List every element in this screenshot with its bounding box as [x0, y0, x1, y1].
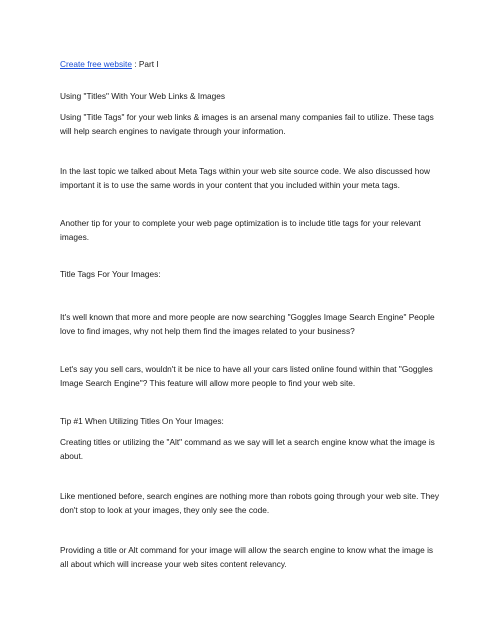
header-line	[60, 58, 440, 72]
paragraph-title-tags-intro: Using "Title Tags" for your web links & images is an arsenal many companies fail to utilize. These tags will help search engines to navigate through your information.	[60, 112, 434, 136]
section-title-image-title-tags: Title Tags For Your Images:	[60, 269, 161, 279]
paragraph-alt-command: Creating titles or utilizing the "Alt" command as we say will let a search engine know what the image is about.	[60, 437, 435, 461]
create-free-website-link[interactable]: Create free website	[60, 59, 132, 69]
section-title-tip-1: Tip #1 When Utilizing Titles On Your Images:	[60, 416, 224, 426]
paragraph-meta-tags-recap: In the last topic we talked about Meta Tags within your web site source code. We also discussed how important it is to use the same words in your content that you included within your meta tags.	[60, 166, 431, 190]
paragraph-image-search: It's well known that more and more people are now searching "Goggles Image Search Engine" People love to find images, why not help them find the images related to your business?	[60, 312, 435, 336]
paragraph-optimization-tip: Another tip for your to complete your web page optimization is to include title tags for your relevant images.	[60, 218, 421, 242]
section-title-titles-links-images: Using "Titles" With Your Web Links & Images	[60, 91, 225, 101]
header-suffix: : Part I	[131, 59, 159, 69]
paragraph-cars-example: Let's say you sell cars, wouldn't it be nice to have all your cars listed online found within that "Goggles Image Search Engine"? This feature will allow more people to find your web site.	[60, 364, 433, 388]
paragraph-content-relevancy: Providing a title or Alt command for your image will allow the search engine to know what the image is all about which will increase your web sites content relevancy.	[60, 545, 434, 569]
paragraph-robots: Like mentioned before, search engines are nothing more than robots going through your web site. They don't stop to look at your images, they only see the code.	[60, 491, 439, 515]
